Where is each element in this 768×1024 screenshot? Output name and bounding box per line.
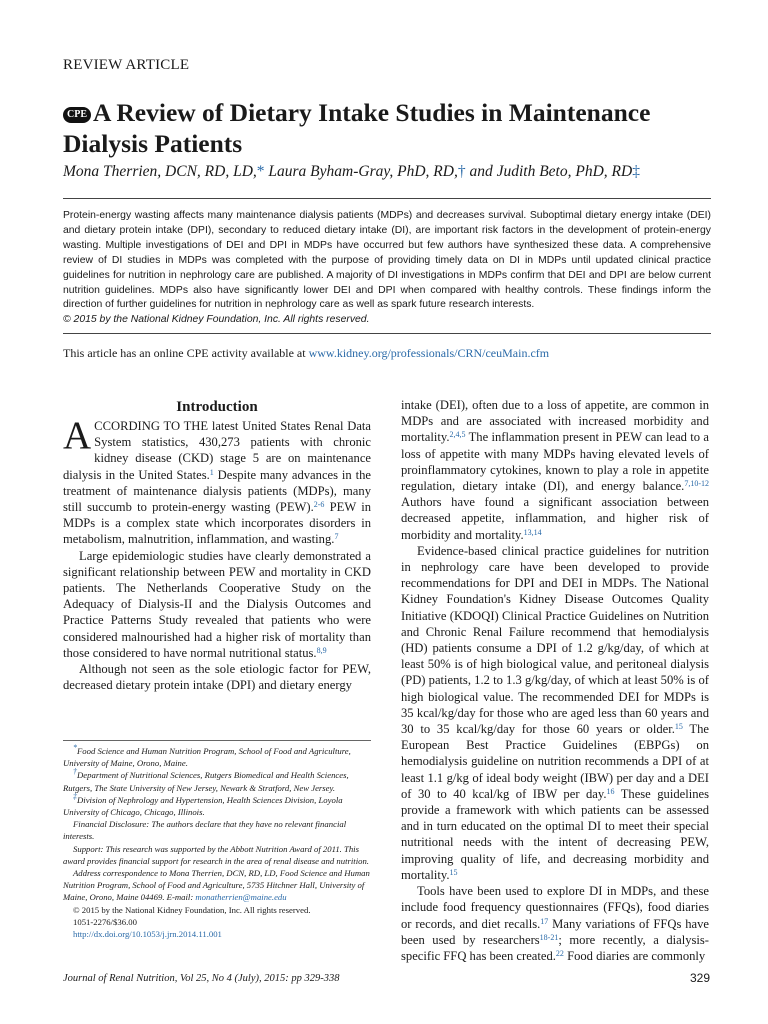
- footnote: [63, 928, 371, 940]
- author-2: Laura Byham-Gray, PhD, RD,: [264, 163, 458, 180]
- cpe-notice-text: This article has an online CPE activity available at: [63, 346, 309, 360]
- paragraph: [63, 548, 371, 661]
- paragraph: [63, 414, 372, 548]
- footnote-text: Division of Nephrology and Hypertension, Health Sciences Division, Loyola University of Chicago, Chicago, Illinois.: [63, 794, 343, 818]
- text-run: These guidelines provide a framework with which patients can be assessed and in turn educated on the optimal DI to meet their special nutritional needs with the intent of decreasing PEW, improving quality of life, and decreasing morbidity and mortality.: [401, 786, 709, 882]
- citation-link[interactable]: 8,9: [316, 645, 327, 655]
- author-list: [63, 163, 640, 181]
- citation-link[interactable]: 15: [674, 722, 683, 732]
- text-run: Authors have found a significant association between decreased appetite, inflammation, and higher risk of morbidity and mortality.: [401, 495, 709, 542]
- footnote-mark: †: [73, 767, 77, 777]
- text-run: CCORDING TO THE latest United States Renal Data System statistics, 430,273 patients with chronic kidney disease (CKD) stage 5 are on maintenance dialysis in the United States.: [63, 419, 371, 482]
- cpe-link[interactable]: www.kidney.org/professionals/CRN/ceuMain.cfm: [308, 346, 550, 360]
- text-run: Large epidemiologic studies have clearly demonstrated a significant relationship between PEW and mortality in CKD patients. The Netherlands Cooperative Study on the Adequacy of Dialysis-II and the Dialysis Outcomes and Practice Patterns Study revealed that patients who were considered malnourished had a higher risk of mortality than those considered to have normal nutritional status.: [63, 548, 371, 660]
- paragraph: [63, 661, 371, 693]
- citation-link[interactable]: 1: [209, 467, 214, 477]
- footnotes: [63, 745, 371, 940]
- section-label: REVIEW ARTICLE: [63, 57, 190, 73]
- citation-link[interactable]: 2-6: [313, 500, 325, 510]
- citation-link[interactable]: 22: [555, 948, 564, 958]
- footnote-text: Address correspondence to Mona Therrien, DCN, RD, LD, Food Science and Human Nutrition Program, School of Food and Agriculture, 5735 Hitchner Hall, University of Maine, Orono, Maine 04469. E-mail:: [63, 868, 370, 903]
- journal-citation: Journal of Renal Nutrition, Vol 25, No 4 (July), 2015: pp 329-338: [63, 973, 340, 984]
- citation-link[interactable]: 7: [334, 532, 339, 542]
- abstract: [63, 209, 711, 328]
- text-run: Although not seen as the sole etiologic factor for PEW, decreased dietary protein intake (DPI) and dietary energy: [63, 662, 371, 693]
- abstract-text: Protein-energy wasting affects many maintenance dialysis patients (MDPs) and decreases survival. Suboptimal dietary energy intake (DEI) and dietary protein intake (DPI), secondary to reduced dietary intake (DI), are important risk factors in the development of protein-energy wasting. Multiple investigations of DEI and DPI in MDPs have occurred but few authors have synthesized these data. A comprehensive review of DI studies in MDPs was completed with the purpose of providing timely data on DI in MDPs until updated clinical practice guidelines for nutrition in nephrology care are published. A majority of DI investigations in MDPs confirm that DEI and DPI are below current nutrition guidelines. MDPs also have significantly lower DEI and DPI when compared with healthy controls. These findings inform the direction of further guidelines for nutrition in nephrology care as well as spark future research interests.: [63, 210, 711, 311]
- text-run: PEW in MDPs is a complex state which incorporates disorders in metabolism, malnutrition, inflammation, and wasting.: [63, 500, 372, 547]
- email-link[interactable]: monatherrien@maine.edu: [195, 892, 287, 903]
- author-1: Mona Therrien, DCN, RD, LD,: [63, 163, 257, 180]
- footnote-text: Food Science and Human Nutrition Program, School of Food and Agriculture, University of Maine, Orono, Maine.: [63, 746, 351, 769]
- left-column: [63, 398, 371, 693]
- citation-link[interactable]: 16: [606, 786, 615, 796]
- text-run: The inflammation present in PEW can lead to a loss of appetite with many MDPs having elevated levels of proinflammatory cytokines, known to play a role in appetite regulation, dietary intake (DI), and energy balance.: [401, 430, 709, 494]
- citation-link[interactable]: 15: [449, 867, 458, 877]
- text-run: The European Best Practice Guidelines (EBPGs) on hemodialysis guideline on nutrition recommends a DPI of at least 1.1 g/kg of ideal body weight (IBW) per day and a DEI of 30 to 40 kcal/kg of IBW per day.: [401, 722, 709, 801]
- paragraph: [401, 543, 709, 883]
- doi-link[interactable]: http://dx.doi.org/10.1053/j.jrn.2014.11.001: [73, 929, 222, 940]
- citation-link[interactable]: 2,4,5: [449, 430, 466, 440]
- article-title: [63, 97, 723, 159]
- text-run: ; more recently, a dialysis-specific FFQ has been created.: [401, 932, 709, 963]
- footnote-mark: ‡: [73, 791, 77, 801]
- footnote: 1051-2276/$36.00: [73, 916, 137, 927]
- text-run: intake (DEI), often due to a loss of appetite, are common in MDPs and are associated with increased morbidity and mortality.: [401, 398, 709, 445]
- footnote-text: Department of Nutritional Sciences, Rutgers Biomedical and Health Sciences, Rutgers, The State University of New Jersey, Newark & Stratford, New Jersey.: [63, 770, 349, 793]
- page-number: 329: [690, 971, 711, 985]
- footnote-mark: *: [73, 743, 77, 752]
- footnote: © 2015 by the National Kidney Foundation, Inc. All rights reserved.: [73, 904, 311, 915]
- title-text: A Review of Dietary Intake Studies in Maintenance Dialysis Patients: [63, 98, 651, 158]
- paragraph: [401, 397, 709, 543]
- text-run: Food diaries are commonly: [563, 948, 706, 963]
- author-3-mark[interactable]: ‡: [632, 163, 640, 180]
- footnote: [63, 745, 371, 769]
- footnote: [63, 769, 371, 793]
- section-heading: Introduction: [176, 399, 258, 415]
- author-3: and Judith Beto, PhD, RD: [465, 163, 633, 180]
- text-run: Evidence-based clinical practice guidelines for nutrition in nephrology care have been developed to provide recommendations for DPI and DEI in MDPs. The National Kidney Foundation's Kidney Disease Outcomes Quality Initiative (KDOQI) Clinical Practice Guidelines on Nutrition and Chronic Renal Failure recommend that hemodialysis (HD) patients consume a DPI of 1.2 g/kg/day, of which at least 50% is of high biological value, and peritoneal dialysis (PD) patients, 1.2 to 1.3 g/kg/day, of which at least 50% is of high biological value. The recommended DEI for MDPs is 35 kcal/kg/day for those who are aged less than 60 years and 30 to 35 kcal/kg/day for those 60 years or older.: [401, 543, 709, 737]
- citation-link[interactable]: 13,14: [523, 527, 542, 537]
- footnote: Financial Disclosure: The authors declare that they have no relevant financial interests.: [63, 819, 347, 842]
- cpe-badge: CPE: [63, 107, 91, 123]
- footnote: Support: This research was supported by the Abbott Nutrition Award of 2011. This award provides financial support for research in the area of renal disease and nutrition.: [63, 843, 369, 866]
- citation-link[interactable]: 7,10-12: [684, 479, 709, 489]
- right-column: [401, 397, 709, 964]
- footnote-divider: [63, 740, 371, 741]
- text-run: Tools have been used to explore DI in MDPs, and these include food frequency questionnaires (FFQs), food diaries or records, and diet recalls.: [401, 884, 709, 931]
- footnote: [63, 791, 371, 818]
- author-1-mark[interactable]: *: [256, 163, 265, 180]
- abstract-copyright: © 2015 by the National Kidney Foundation, Inc. All rights reserved.: [63, 314, 370, 326]
- drop-cap: A: [63, 414, 92, 457]
- paragraph: [401, 883, 709, 964]
- citation-link[interactable]: 18-21: [539, 932, 559, 942]
- cpe-notice: [63, 346, 549, 361]
- text-run: Many variations of FFQs have been used by researchers: [401, 916, 709, 947]
- text-run: Despite many advances in the treatment of maintenance dialysis patients (MDPs), many still succumb to protein-energy wasting (PEW).: [63, 467, 371, 515]
- author-2-mark[interactable]: †: [457, 163, 466, 180]
- citation-link[interactable]: 17: [540, 916, 549, 926]
- footnote: [63, 867, 371, 904]
